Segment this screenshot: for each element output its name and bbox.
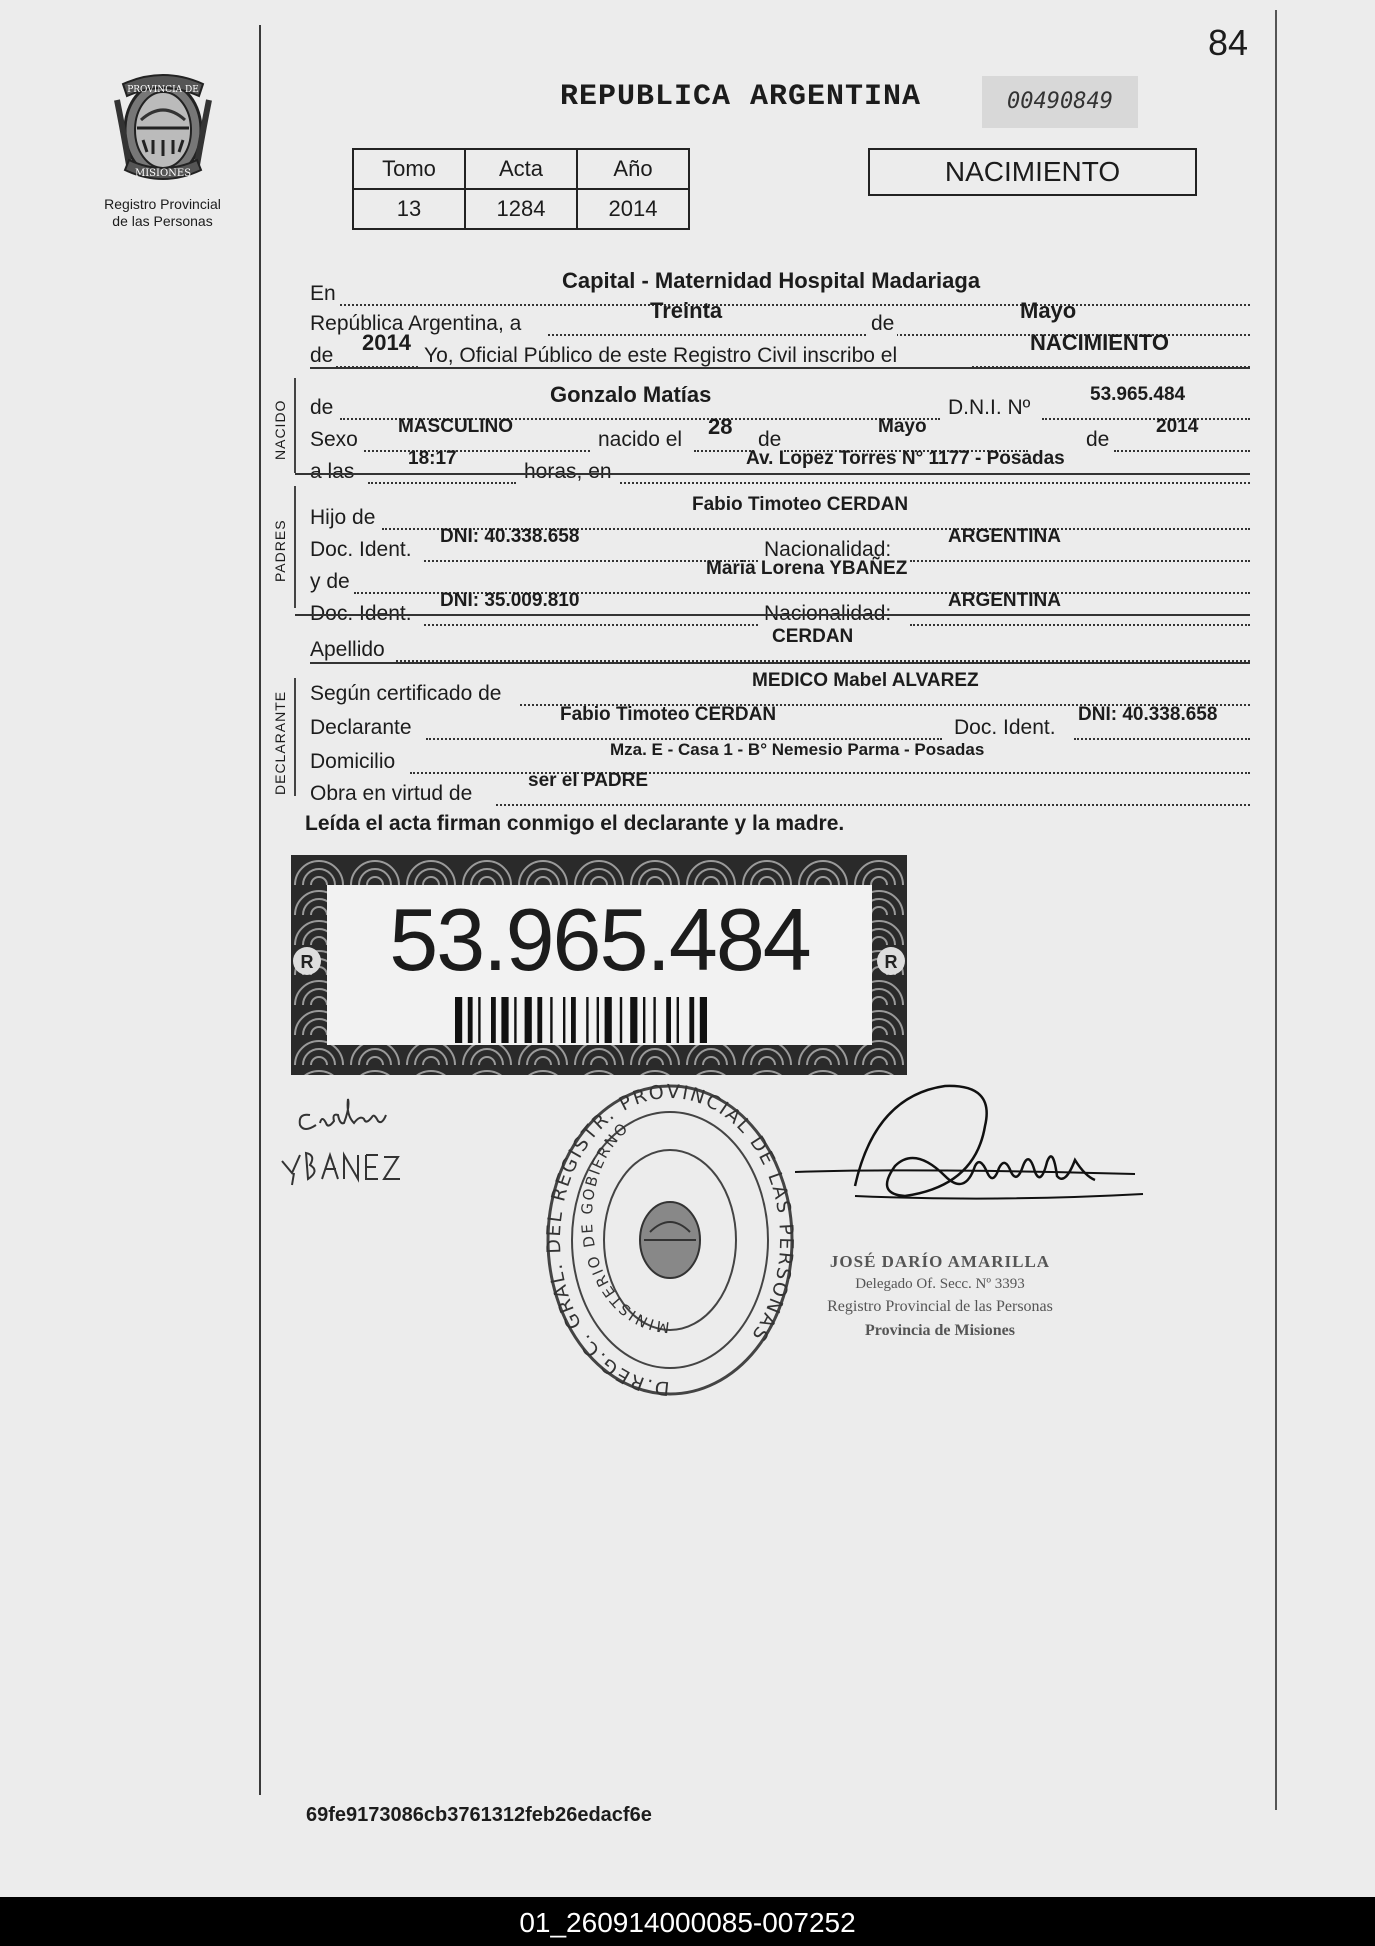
coat-of-arms-icon bbox=[103, 70, 223, 190]
domicilio-label: Domicilio bbox=[310, 750, 396, 773]
inscribo-value: NACIMIENTO bbox=[1030, 330, 1169, 355]
nacido-section-label: NACIDO bbox=[272, 399, 288, 460]
official-province: Provincia de Misiones bbox=[865, 1322, 1015, 1339]
document-hash: 69fe9173086cb3761312feb26edacf6e bbox=[306, 1804, 652, 1826]
apellido-value: CERDAN bbox=[772, 626, 854, 647]
barcode-icon bbox=[455, 997, 745, 1043]
father-name: Fabio Timoteo CERDAN bbox=[692, 494, 909, 515]
de-label: de bbox=[868, 312, 897, 336]
official-org: Registro Provincial de las Personas bbox=[827, 1298, 1053, 1315]
registry-ano: 2014 bbox=[577, 189, 689, 229]
birth-month: Mayo bbox=[878, 416, 927, 437]
logo-ribbon-bottom: MISIONES bbox=[134, 168, 191, 179]
page-number: 84 bbox=[1208, 22, 1249, 63]
nacido-de-label-2: de bbox=[758, 428, 782, 451]
mother-nationality: ARGENTINA bbox=[948, 590, 1061, 611]
padres-section-label: PADRES bbox=[272, 519, 288, 582]
registry-header-acta: Acta bbox=[465, 149, 577, 189]
birth-year: 2014 bbox=[1156, 416, 1199, 437]
obra-value: ser el PADRE bbox=[528, 770, 649, 791]
registry-header-row bbox=[353, 149, 689, 189]
line-mother-doc bbox=[310, 588, 1250, 628]
line-obra bbox=[310, 768, 1250, 808]
svg-text:R: R bbox=[300, 952, 314, 972]
mother-nationality-label: Nacionalidad: bbox=[764, 602, 892, 625]
right-margin-rule bbox=[1275, 10, 1277, 1810]
sexo-value: MASCULINO bbox=[398, 416, 514, 437]
nacido-el-label: nacido el bbox=[598, 428, 683, 451]
handwritten-signatures bbox=[270, 1085, 450, 1195]
year-value: 2014 bbox=[362, 330, 411, 355]
registry-logo bbox=[85, 70, 240, 230]
official-name: JOSÉ DARÍO AMARILLA bbox=[829, 1252, 1051, 1271]
seal-inner-text: MINISTERIO DE GOBIERNO bbox=[577, 1118, 671, 1337]
father-nationality: ARGENTINA bbox=[948, 526, 1061, 547]
nacido-de-label-3: de bbox=[1086, 428, 1110, 451]
dni-label: D.N.I. Nº bbox=[948, 396, 1031, 419]
a-las-label: a las bbox=[310, 460, 355, 483]
y-de-label: y de bbox=[310, 570, 350, 593]
nacido-de-label: de bbox=[310, 396, 334, 419]
declarante-doc-label: Doc. Ident. bbox=[954, 716, 1056, 739]
declarante-section-label: DECLARANTE bbox=[272, 690, 288, 795]
dni-card bbox=[291, 855, 907, 1075]
birth-day: 28 bbox=[708, 414, 733, 439]
registry-acta: 1284 bbox=[465, 189, 577, 229]
hijo-de-label: Hijo de bbox=[310, 506, 376, 529]
certificado-value: MEDICO Mabel ALVAREZ bbox=[752, 670, 979, 691]
registry-value-row bbox=[353, 189, 689, 229]
father-nationality-label: Nacionalidad: bbox=[764, 538, 892, 561]
father-doc-label: Doc. Ident. bbox=[310, 538, 412, 561]
month-value: Mayo bbox=[1020, 298, 1077, 323]
left-margin-rule bbox=[259, 25, 261, 1795]
registry-header-ano: Año bbox=[577, 149, 689, 189]
de-year-label: de bbox=[310, 344, 334, 367]
mother-doc-label: Doc. Ident. bbox=[310, 602, 412, 625]
republica-label: República Argentina, a bbox=[310, 312, 522, 335]
birth-place: Av. Lopez Torres N° 1177 - Posadas bbox=[746, 448, 1065, 469]
place-value: Capital - Maternidad Hospital Madariaga bbox=[562, 268, 981, 293]
svg-text:R: R bbox=[884, 952, 898, 972]
certificado-label: Según certificado de bbox=[310, 682, 502, 705]
declarante-label: Declarante bbox=[310, 716, 412, 739]
mother-doc: DNI: 35.009.810 bbox=[440, 590, 580, 611]
sexo-label: Sexo bbox=[310, 428, 358, 451]
en-label: En bbox=[310, 282, 336, 305]
birth-time: 18:17 bbox=[408, 448, 457, 469]
footer-code: 01_260914000085-007252 bbox=[519, 1907, 856, 1938]
registry-table bbox=[352, 148, 690, 230]
seal-outer-text: D.REG.C. GRAL. DEL REGISTR. PROVINCIAL DE LAS PERSONAS bbox=[542, 1082, 798, 1400]
registry-header-tomo: Tomo bbox=[353, 149, 465, 189]
closing-statement: Leída el acta firman conmigo el declarante y la madre. bbox=[305, 812, 845, 835]
serial-number: 00490849 bbox=[982, 76, 1138, 128]
official-title: Delegado Of. Secc. Nº 3393 bbox=[855, 1276, 1025, 1292]
declarante-value: Fabio Timoteo CERDAN bbox=[560, 704, 777, 725]
logo-caption-line1: Registro Provincial bbox=[104, 196, 221, 212]
official-seal-icon bbox=[540, 1082, 800, 1402]
mother-name: Maria Lorena YBAÑEZ bbox=[706, 558, 908, 579]
father-doc: DNI: 40.338.658 bbox=[440, 526, 580, 547]
child-dni: 53.965.484 bbox=[1090, 384, 1186, 405]
line-apellido bbox=[310, 624, 1250, 664]
logo-ribbon-top: PROVINCIA DE bbox=[126, 85, 199, 95]
registry-tomo: 13 bbox=[353, 189, 465, 229]
line-inscribo bbox=[310, 330, 1250, 370]
official-signature-icon bbox=[795, 1076, 1155, 1266]
document-title: REPUBLICA ARGENTINA bbox=[560, 80, 922, 114]
declarante-doc: DNI: 40.338.658 bbox=[1078, 704, 1218, 725]
footer-bar bbox=[0, 1897, 1375, 1946]
line-hora bbox=[310, 446, 1250, 486]
dni-card-number: 53.965.484 bbox=[389, 890, 810, 989]
child-name: Gonzalo Matías bbox=[550, 382, 712, 407]
apellido-label: Apellido bbox=[310, 638, 385, 661]
domicilio-value: Mza. E - Casa 1 - B° Nemesio Parma - Posadas bbox=[610, 740, 985, 759]
inscribo-label: Yo, Oficial Público de este Registro Civil inscribo el bbox=[424, 344, 898, 367]
obra-label: Obra en virtud de bbox=[310, 782, 473, 805]
record-type-box: NACIMIENTO bbox=[868, 148, 1197, 196]
horas-label: horas, en bbox=[524, 460, 612, 483]
day-value: Treinta bbox=[650, 298, 723, 323]
logo-caption-line2: de las Personas bbox=[112, 213, 213, 229]
dni-card-panel bbox=[327, 885, 872, 1045]
